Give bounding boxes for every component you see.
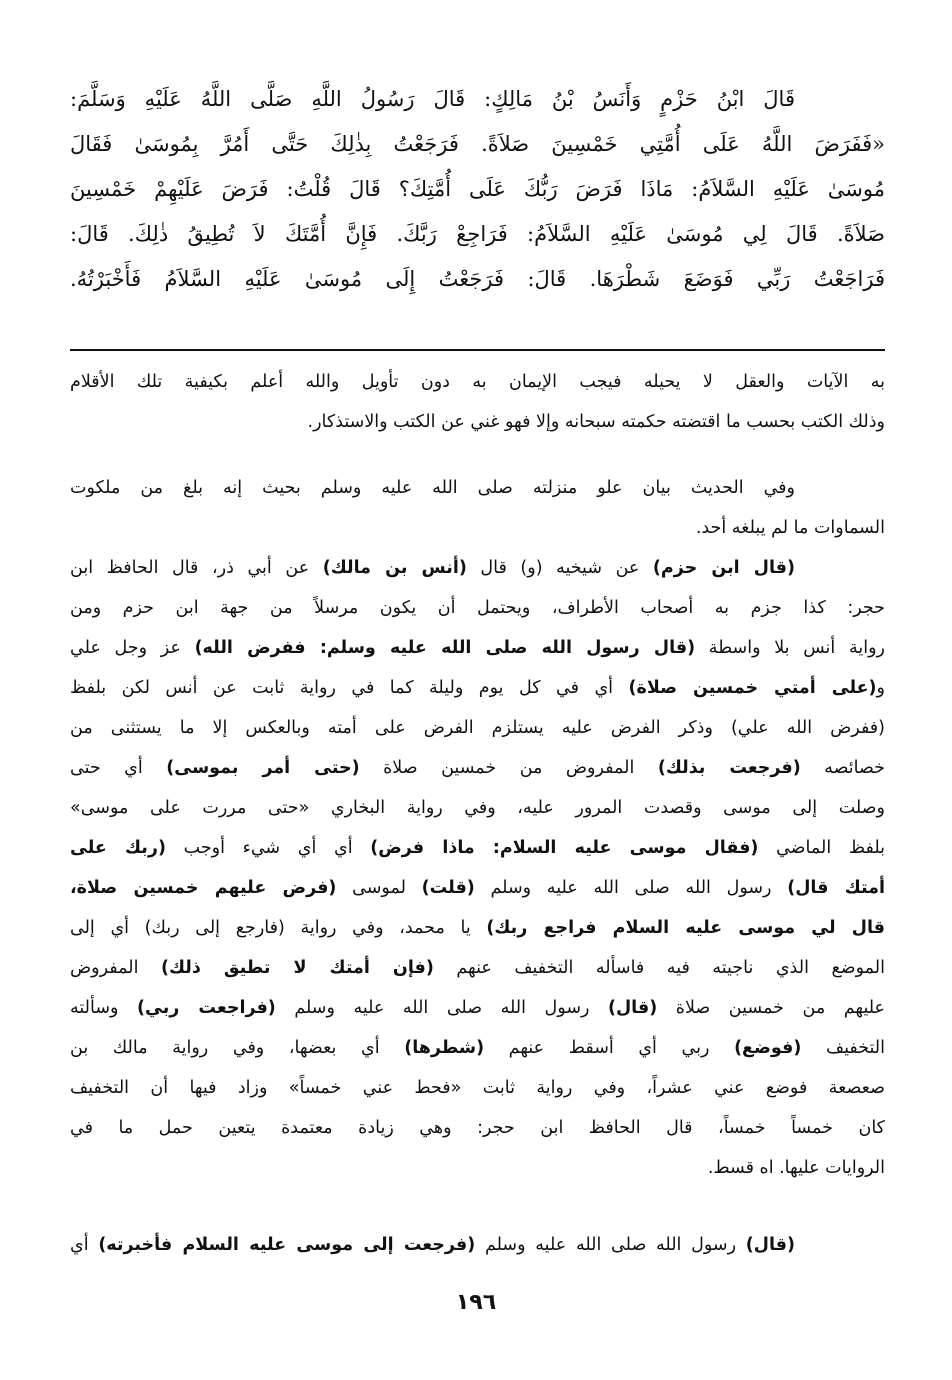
text-line	[70, 868, 885, 908]
text-segment: الروايات عليها. اه قسط.	[707, 1158, 885, 1178]
text-segment: رسول الله صلى الله عليه وسلم	[474, 878, 788, 898]
page-number: ١٩٦	[455, 1290, 497, 1315]
text-line	[70, 748, 885, 788]
bold-quoted-text: (قال)	[745, 1235, 795, 1255]
text-segment: يا محمد، وفي رواية (فارجع إلى ربك) أي إلى	[70, 918, 487, 938]
text-line	[70, 1028, 885, 1068]
text-segment: السماوات ما لم يبلغه أحد.	[695, 518, 885, 538]
bold-quoted-text: (قال)	[608, 998, 658, 1018]
bold-quoted-text: أمتك قال)	[787, 878, 886, 898]
text-segment: و	[876, 678, 885, 698]
bold-quoted-text: (فراجعت ربي)	[137, 998, 276, 1018]
bold-quoted-text: (قلت)	[421, 878, 475, 898]
text-segment: وسألته	[70, 998, 137, 1018]
commentary-paragraph-1	[70, 362, 885, 442]
text-segment: عن أبي ذر، قال الحافظ ابن	[70, 558, 323, 578]
text-line	[70, 167, 885, 212]
text-segment: فَرَاجَعْتُ رَبِّي فَوَضَعَ شَطْرَهَا. قَالَ: فَرَجَعْتُ إِلَى مُوسَىٰ عَلَيْهِ السَّلاَمُ فَأَخْبَرْتُهُ.	[70, 267, 885, 291]
bold-quoted-text: (فرض عليهم خمسين صلاة،	[70, 878, 337, 898]
text-segment: الموضع الذي ناجيته فيه فاسأله التخفيف عنهم	[433, 958, 885, 978]
text-line	[70, 828, 885, 868]
bold-quoted-text: (فرجعت بذلك)	[657, 758, 801, 778]
text-line	[70, 122, 885, 167]
bold-quoted-text: (حتى أمر بموسى)	[166, 758, 360, 778]
text-segment: وفي الحديث بيان علو منزلته صلى الله عليه وسلم بحيث إنه بلغ من ملكوت	[70, 478, 795, 498]
text-segment: ربي أي أسقط عنهم	[484, 1038, 735, 1058]
bold-quoted-text: (ربك على	[70, 838, 166, 858]
text-segment: قَالَ ابْنُ حَزْمٍ وَأَنَسُ بْنُ مَالِكٍ: قَالَ رَسُولُ اللَّهِ صَلَّى اللَّهُ عَلَيْهِ وَسَلَّمَ:	[70, 87, 795, 111]
commentary-paragraph-3	[70, 548, 885, 1188]
bold-quoted-text: (أنس بن مالك)	[322, 558, 467, 578]
bold-quoted-text: (فرجعت إلى موسى عليه السلام فأخبرته)	[98, 1235, 476, 1255]
bold-quoted-text: (قال رسول الله صلى الله عليه وسلم: ففرض الله)	[194, 638, 696, 658]
bold-quoted-text: (قال ابن حزم)	[652, 558, 795, 578]
commentary-paragraph-2	[70, 468, 885, 548]
text-segment: أي في كل يوم وليلة كما في رواية ثابت عن أنس لكن بلفظ	[70, 678, 629, 698]
text-segment: كان خمساً خمساً، قال الحافظ ابن حجر: وهي زيادة معتمدة يتعين حمل ما في	[70, 1118, 885, 1138]
text-segment: أي أي شيء أوجب	[165, 838, 371, 858]
text-line	[70, 257, 885, 302]
text-line	[70, 708, 885, 748]
text-line	[70, 788, 885, 828]
text-line	[70, 1148, 885, 1188]
text-segment: وذلك الكتب بحسب ما اقتضته حكمته سبحانه وإلا فهو غني عن الكتب والاستذكار.	[307, 412, 885, 432]
text-segment: لموسى	[336, 878, 422, 898]
text-line	[70, 1068, 885, 1108]
text-line	[70, 468, 885, 508]
text-line	[70, 402, 885, 442]
text-line	[70, 908, 885, 948]
bold-quoted-text: (على أمتي خمسين صلاة)	[628, 678, 877, 698]
bold-quoted-text: (فقال موسى عليه السلام: ماذا فرض)	[370, 838, 759, 858]
text-segment: رسول الله صلى الله عليه وسلم	[275, 998, 608, 1018]
text-segment: (ففرض الله علي) وذكر الفرض عليه يستلزم الفرض على أمته وبالعكس إلا ما يستثنى من	[70, 718, 885, 738]
text-segment: المفروض من خمسين صلاة	[359, 758, 658, 778]
text-segment: أي بعضها، وفي رواية مالك بن	[70, 1038, 405, 1058]
text-segment: رسول الله صلى الله عليه وسلم	[475, 1235, 746, 1255]
text-segment: مُوسَىٰ عَلَيْهِ السَّلاَمُ: مَاذَا فَرَضَ رَبُّكَ عَلَى أُمَّتِكَ؟ قَالَ قُلْتُ: فَرَضَ عَلَيْهِمْ خَمْسِينَ	[70, 177, 885, 201]
text-line	[70, 628, 885, 668]
text-line	[70, 362, 885, 402]
text-segment: به الآيات والعقل لا يحيله فيجب الإيمان به دون تأويل والله أعلم بكيفية تلك الأقلام	[70, 372, 885, 392]
text-segment: بلفظ الماضي	[758, 838, 885, 858]
text-line	[70, 1225, 885, 1265]
text-segment: أي	[70, 1235, 99, 1255]
bold-quoted-text: (فوضع)	[734, 1038, 802, 1058]
text-segment: صَلاَةً. قَالَ لِي مُوسَىٰ عَلَيْهِ السَّلاَمُ: فَرَاجِعْ رَبَّكَ. فَإِنَّ أُمَّتَكَ لاَ تُطِيقُ ذٰلِكَ. قَالَ:	[70, 222, 885, 246]
hadith-text	[70, 77, 885, 302]
text-line	[70, 668, 885, 708]
text-segment: عز وجل علي	[70, 638, 195, 658]
text-line	[70, 1108, 885, 1148]
text-segment: وصلت إلى موسى وقصدت المرور عليه، وفي رواية البخاري «حتى مررت على موسى»	[70, 798, 885, 818]
text-line	[70, 948, 885, 988]
text-line	[70, 212, 885, 257]
text-segment: المفروض	[70, 958, 161, 978]
text-line	[70, 548, 885, 588]
text-line	[70, 508, 885, 548]
text-segment: رواية أنس بلا واسطة	[695, 638, 886, 658]
text-line	[70, 988, 885, 1028]
text-segment: أي حتى	[70, 758, 167, 778]
bold-quoted-text: (فإن أمتك لا تطيق ذلك)	[160, 958, 434, 978]
footnote-divider	[70, 349, 885, 351]
bold-quoted-text: (شطرها)	[404, 1038, 485, 1058]
text-segment: عليهم من خمسين صلاة	[657, 998, 885, 1018]
text-line	[70, 588, 885, 628]
text-line	[70, 77, 885, 122]
commentary-paragraph-4	[70, 1225, 885, 1265]
text-segment: صعصعة فوضع عني عشراً، وفي رواية ثابت «فحط عني خمساً» وزاد فيها أن التخفيف	[70, 1078, 885, 1098]
text-segment: التخفيف	[801, 1038, 885, 1058]
text-segment: خصائصه	[800, 758, 885, 778]
text-segment: حجر: كذا جزم به أصحاب الأطراف، ويحتمل أن يكون مرسلاً من جهة ابن حزم ومن	[70, 598, 885, 618]
text-segment: عن شيخيه (و) قال	[466, 558, 653, 578]
bold-quoted-text: قال لي موسى عليه السلام فراجع ربك)	[486, 918, 885, 938]
text-segment: «فَفَرَضَ اللَّهُ عَلَى أُمَّتِي خَمْسِينَ صَلاَةً. فَرَجَعْتُ بِذٰلِكَ حَتَّى أَمُرَّ بِمُوسَىٰ فَقَالَ	[70, 132, 885, 156]
